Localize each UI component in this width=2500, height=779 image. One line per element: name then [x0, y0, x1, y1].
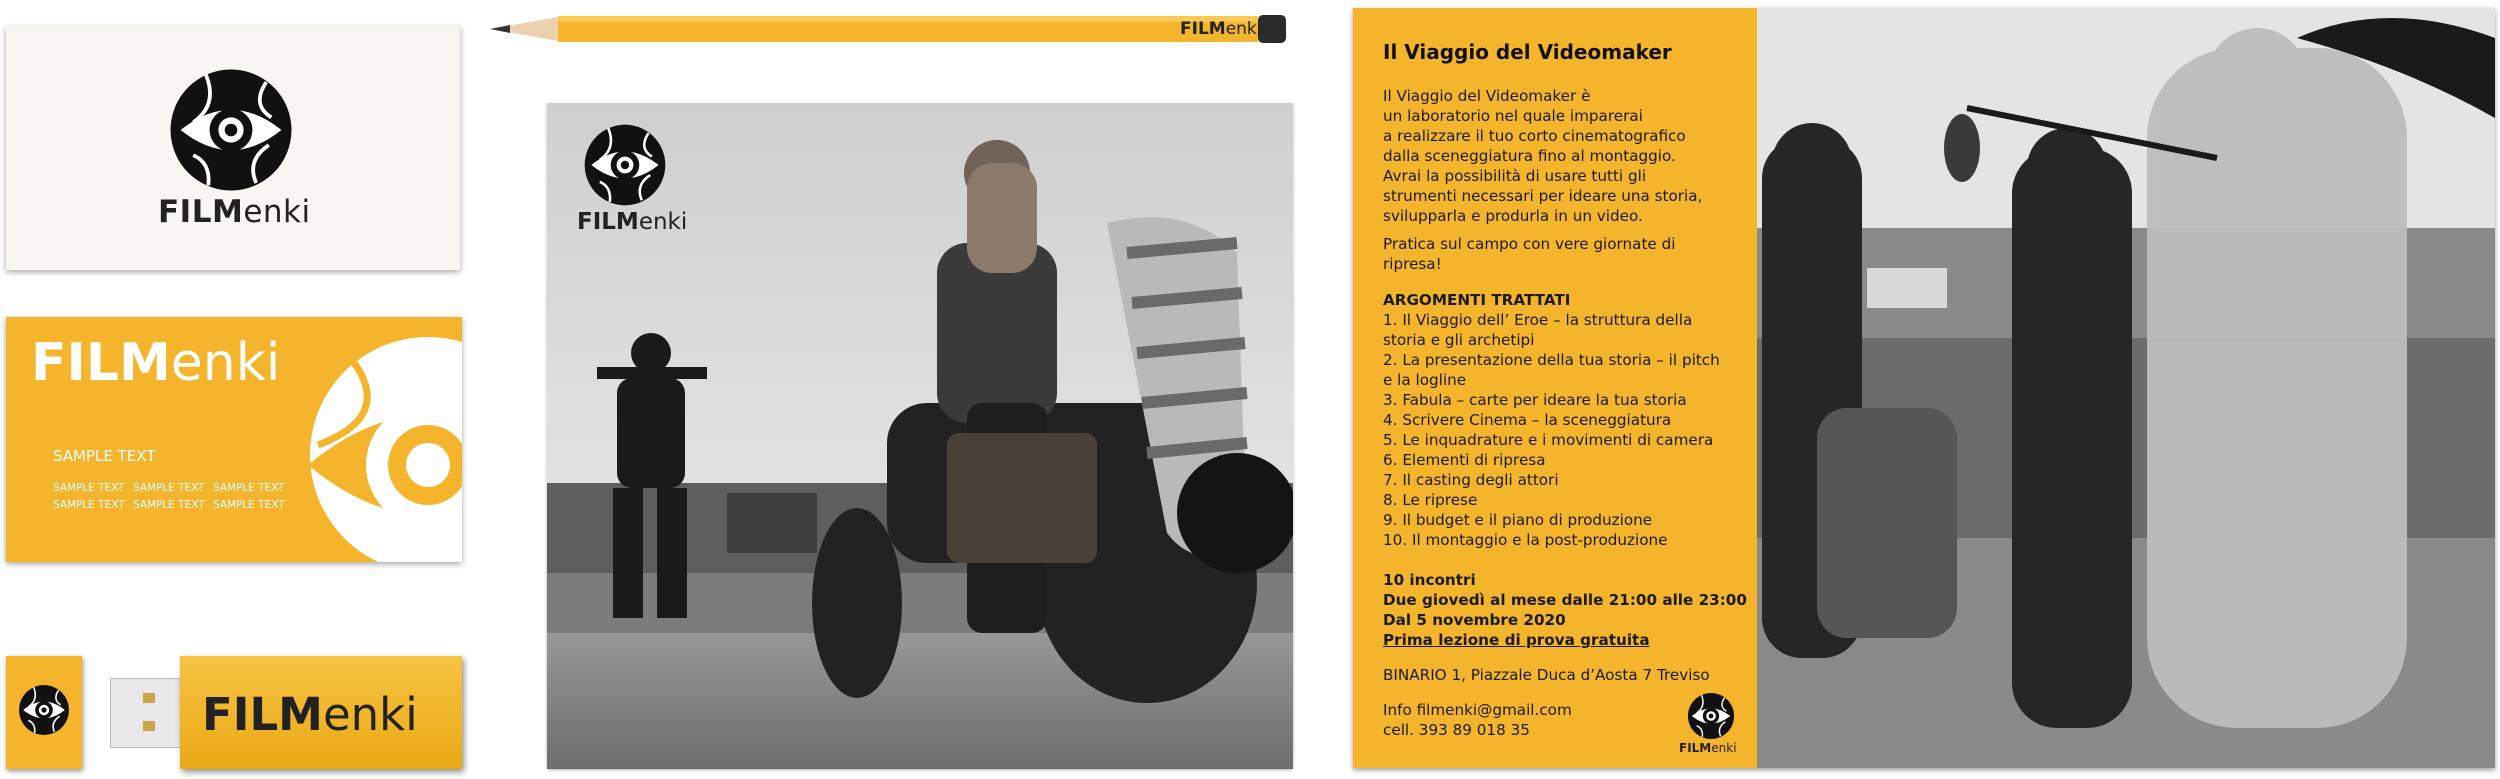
sample-title: SAMPLE TEXT: [53, 447, 156, 465]
brand-bold: FILM: [202, 688, 323, 741]
flyer-meetings: 10 incontri: [1383, 571, 1476, 589]
usb-body-case: [180, 656, 462, 769]
sample-row: [53, 497, 285, 514]
brand-bold: FILM: [158, 194, 244, 230]
topic-item: 7. Il casting degli attori: [1383, 471, 1559, 489]
sample-cell: SAMPLE TEXT: [53, 499, 125, 511]
brand-bold: FILM: [1679, 741, 1712, 755]
poster-wordmark: [577, 209, 687, 235]
topic-item: 9. Il budget e il piano di produzione: [1383, 511, 1653, 529]
eye-aperture-logo-icon: [168, 67, 294, 193]
topic-item: 6. Elementi di ripresa: [1383, 451, 1546, 469]
sample-cell: SAMPLE TEXT: [213, 499, 285, 511]
usb-connector: [110, 678, 182, 748]
topic-item: 1. Il Viaggio dell’ Eroe – la struttura della storia e gli archetipi: [1383, 311, 1693, 349]
flyer-intro: Il Viaggio del Videomaker è un laboratorio nel quale imparerai a realizzare il tuo corto cinematografico dalla sceneggiatura fino al montaggio. Avrai la possibilità di usare tutti gli strumenti necessari per ideare una storia, svilupparla e produrla in un video.: [1383, 87, 1703, 225]
eye-aperture-graphic-icon: [308, 335, 462, 562]
brand-light: enki: [1711, 741, 1737, 755]
brand-light: enki: [322, 688, 418, 741]
flyer-practice: Pratica sul campo con vere giornate di ripresa!: [1383, 235, 1676, 273]
brand-wordmark-yellow-card: [31, 333, 280, 393]
sample-cell: SAMPLE TEXT: [133, 499, 205, 511]
flyer-email: Info filmenki@gmail.com: [1383, 701, 1572, 719]
sample-rows: [53, 480, 285, 514]
sample-cell: SAMPLE TEXT: [53, 482, 125, 494]
topic-item: 10. Il montaggio e la post-produzione: [1383, 531, 1668, 549]
flyer-topics-list: [1383, 310, 1753, 550]
brand-light: enki: [170, 333, 281, 393]
eye-aperture-logo-icon: [1687, 692, 1735, 740]
topic-item: 3. Fabula – carte per ideare la tua storia: [1383, 391, 1687, 409]
sample-row: [53, 480, 285, 497]
poster-photo: [547, 103, 1293, 769]
pencil-shape: [490, 12, 1296, 46]
eye-aperture-logo-icon: [583, 123, 667, 207]
brand-light: enki: [1225, 19, 1262, 39]
usb-contact: [143, 693, 155, 703]
eye-aperture-logo-icon: [18, 684, 70, 736]
brand-bold: FILM: [1180, 19, 1226, 39]
flyer-address: BINARIO 1, Piazzale Duca d’Aosta 7 Treviso: [1383, 666, 1710, 684]
usb-drive: [110, 656, 462, 769]
brand-light: enki: [638, 209, 688, 235]
usb-contact: [143, 721, 155, 731]
flyer-phone: cell. 393 89 018 35: [1383, 721, 1530, 739]
flyer: [1353, 8, 2495, 768]
sample-cell: SAMPLE TEXT: [213, 482, 285, 494]
usb-cap: [6, 656, 82, 769]
usb-wordmark: [202, 688, 418, 741]
brand-bold: FILM: [31, 333, 171, 393]
film-crew-scene: [1757, 8, 2495, 768]
flyer-text-panel: [1353, 8, 1757, 768]
flyer-schedule: Due giovedì al mese dalle 21:00 alle 23:00: [1383, 591, 1747, 609]
topic-item: 5. Le inquadrature e i movimenti di camera: [1383, 431, 1714, 449]
flyer-topics-heading: ARGOMENTI TRATTATI: [1383, 291, 1571, 309]
business-card-yellow: [6, 317, 462, 562]
pencil: [490, 12, 1296, 46]
brand-wordmark: [158, 194, 311, 230]
sample-cell: SAMPLE TEXT: [133, 482, 205, 494]
brand-bold: FILM: [577, 209, 639, 235]
topic-item: 4. Scrivere Cinema – la sceneggiatura: [1383, 411, 1672, 429]
topic-item: 8. Le riprese: [1383, 491, 1478, 509]
topic-item: 2. La presentazione della tua storia – il pitch e la logline: [1383, 351, 1720, 389]
flyer-title: Il Viaggio del Videomaker: [1383, 40, 1672, 64]
pencil-wordmark: [1180, 19, 1262, 39]
film-crew-photo: [1757, 8, 2495, 768]
brand-light: enki: [243, 194, 311, 230]
flyer-trial-lesson: Prima lezione di prova gratuita: [1383, 631, 1650, 649]
flyer-start-date: Dal 5 novembre 2020: [1383, 611, 1566, 629]
business-card-white: [6, 26, 460, 270]
flyer-wordmark: [1679, 741, 1737, 755]
